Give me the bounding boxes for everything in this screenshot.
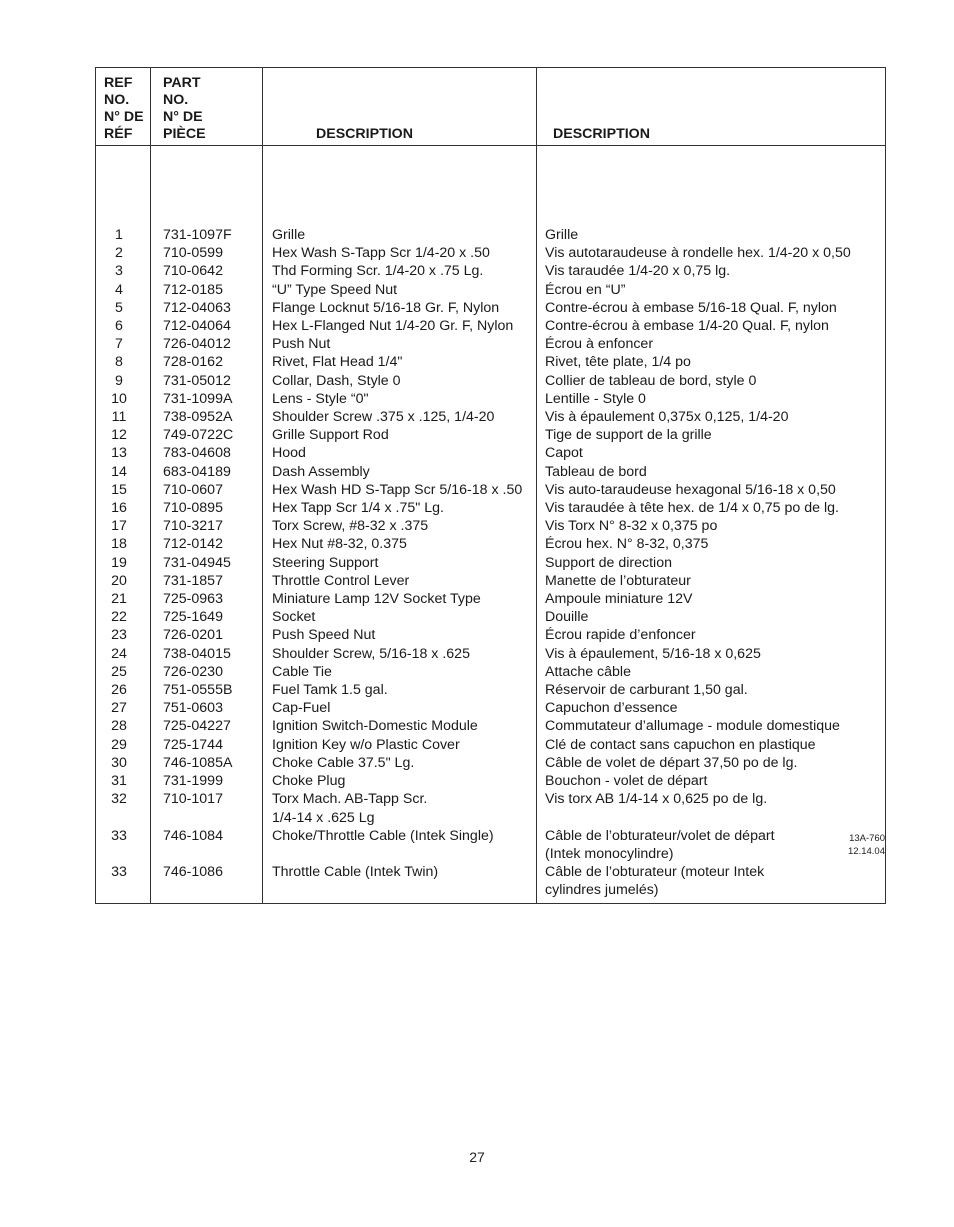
description-line: Choke Cable 37.5" Lg. bbox=[272, 754, 415, 771]
part-number: 731-1999 bbox=[151, 772, 263, 790]
description-english bbox=[263, 481, 537, 499]
table-row bbox=[96, 499, 886, 517]
description-french bbox=[537, 626, 886, 644]
ref-number: 1 bbox=[96, 146, 151, 245]
description-english bbox=[263, 244, 537, 262]
description-french bbox=[537, 481, 886, 499]
description-english bbox=[263, 827, 537, 863]
description-line: Écrou en “U” bbox=[545, 281, 626, 298]
part-number: 712-04064 bbox=[151, 317, 263, 335]
description-line: Câble de volet de départ 37,50 po de lg. bbox=[545, 754, 798, 771]
description-line: Écrou à enfoncer bbox=[545, 336, 654, 353]
ref-number: 18 bbox=[96, 535, 151, 553]
table-row bbox=[96, 262, 886, 280]
description-line: Hex Wash S-Tapp Scr 1/4-20 x .50 bbox=[272, 245, 490, 262]
description-english bbox=[263, 608, 537, 626]
part-number: 725-04227 bbox=[151, 717, 263, 735]
description-line: Lentille - Style 0 bbox=[545, 390, 646, 407]
description-line: Steering Support bbox=[272, 554, 379, 571]
ref-number: 13 bbox=[96, 444, 151, 462]
description-line: Capot bbox=[545, 445, 583, 462]
table-row bbox=[96, 408, 886, 426]
description-english bbox=[263, 463, 537, 481]
description-line: Collar, Dash, Style 0 bbox=[272, 372, 401, 389]
part-number: 726-0201 bbox=[151, 626, 263, 644]
description-french bbox=[537, 645, 886, 663]
ref-number: 2 bbox=[96, 244, 151, 262]
description-french bbox=[537, 372, 886, 390]
description-french bbox=[537, 262, 886, 280]
description-line: Clé de contact sans capuchon en plastique bbox=[545, 736, 816, 753]
description-line: Écrou hex. N° 8-32, 0,375 bbox=[545, 536, 709, 553]
ref-number: 12 bbox=[96, 426, 151, 444]
description-line: Vis taraudée 1/4-20 x 0,75 lg. bbox=[545, 263, 731, 280]
description-line: Réservoir de carburant 1,50 gal. bbox=[545, 682, 748, 699]
header-description-english: DESCRIPTION bbox=[263, 68, 537, 146]
description-english bbox=[263, 572, 537, 590]
description-french bbox=[537, 353, 886, 371]
ref-number: 30 bbox=[96, 754, 151, 772]
description-english bbox=[263, 499, 537, 517]
description-english bbox=[263, 444, 537, 462]
parts-body bbox=[96, 146, 886, 904]
table-row bbox=[96, 572, 886, 590]
part-number: 731-05012 bbox=[151, 372, 263, 390]
header-part-no: PART NO. N° DE PIÈCE bbox=[151, 68, 263, 146]
description-english bbox=[263, 663, 537, 681]
description-line: Miniature Lamp 12V Socket Type bbox=[272, 591, 481, 608]
description-french bbox=[537, 572, 886, 590]
ref-number: 11 bbox=[96, 408, 151, 426]
table-row bbox=[96, 390, 886, 408]
description-line: Flange Locknut 5/16-18 Gr. F, Nylon bbox=[272, 299, 500, 316]
table-row bbox=[96, 444, 886, 462]
description-line: Vis torx AB 1/4-14 x 0,625 po de lg. bbox=[545, 791, 768, 808]
ref-number: 9 bbox=[96, 372, 151, 390]
description-line: Bouchon - volet de départ bbox=[545, 773, 708, 790]
ref-number: 32 bbox=[96, 790, 151, 826]
table-row bbox=[96, 790, 886, 826]
description-line: Grille bbox=[545, 227, 579, 243]
table-row bbox=[96, 626, 886, 644]
description-line: (Intek monocylindre) bbox=[545, 845, 674, 862]
part-number: 731-1097F bbox=[151, 146, 263, 245]
description-line: Attache câble bbox=[545, 663, 631, 680]
description-french bbox=[537, 408, 886, 426]
description-french bbox=[537, 863, 886, 903]
ref-number: 26 bbox=[96, 681, 151, 699]
description-english bbox=[263, 517, 537, 535]
description-line: 1/4-14 x .625 Lg bbox=[272, 809, 375, 826]
ref-number: 31 bbox=[96, 772, 151, 790]
description-line: Écrou rapide d’enfoncer bbox=[545, 627, 696, 644]
table-row bbox=[96, 772, 886, 790]
description-french bbox=[537, 390, 886, 408]
description-line: Commutateur d’allumage - module domestique bbox=[545, 718, 840, 735]
part-number: 710-0642 bbox=[151, 262, 263, 280]
description-line: Rivet, tête plate, 1/4 po bbox=[545, 354, 691, 371]
part-number: 746-1086 bbox=[151, 863, 263, 903]
description-french bbox=[537, 608, 886, 626]
description-line: Collier de tableau de bord, style 0 bbox=[545, 372, 757, 389]
description-french bbox=[537, 790, 886, 826]
description-line: Torx Mach. AB-Tapp Scr. bbox=[272, 791, 428, 808]
description-line: Vis à épaulement 0,375x 0,125, 1/4-20 bbox=[545, 409, 789, 426]
header-description-french: DESCRIPTION bbox=[537, 68, 886, 146]
description-line: Tableau de bord bbox=[545, 463, 647, 480]
part-number: 710-3217 bbox=[151, 517, 263, 535]
part-number: 726-0230 bbox=[151, 663, 263, 681]
table-row bbox=[96, 353, 886, 371]
description-line: Shoulder Screw, 5/16-18 x .625 bbox=[272, 645, 470, 662]
part-number: 731-1099A bbox=[151, 390, 263, 408]
description-english bbox=[263, 146, 537, 245]
table-row bbox=[96, 146, 886, 245]
part-number: 783-04608 bbox=[151, 444, 263, 462]
table-row bbox=[96, 317, 886, 335]
description-french bbox=[537, 754, 886, 772]
description-line: Push Nut bbox=[272, 336, 331, 353]
part-number: 683-04189 bbox=[151, 463, 263, 481]
description-line: Capuchon d’essence bbox=[545, 700, 678, 717]
description-line: Thd Forming Scr. 1/4-20 x .75 Lg. bbox=[272, 263, 484, 280]
description-line: Contre-écrou à embase 1/4-20 Qual. F, nylon bbox=[545, 318, 829, 335]
description-english bbox=[263, 626, 537, 644]
ref-number: 22 bbox=[96, 608, 151, 626]
table-row bbox=[96, 663, 886, 681]
description-french bbox=[537, 699, 886, 717]
description-line: Shoulder Screw .375 x .125, 1/4-20 bbox=[272, 409, 495, 426]
description-line: Vis Torx N° 8-32 x 0,375 po bbox=[545, 518, 718, 535]
description-english bbox=[263, 281, 537, 299]
description-line: Câble de l’obturateur/volet de départ bbox=[545, 827, 775, 844]
ref-number: 5 bbox=[96, 299, 151, 317]
description-english bbox=[263, 699, 537, 717]
description-french bbox=[537, 736, 886, 754]
header-row bbox=[96, 68, 886, 146]
table-row bbox=[96, 754, 886, 772]
description-line: Throttle Cable (Intek Twin) bbox=[272, 864, 439, 881]
model-number: 13A-760 bbox=[849, 833, 885, 844]
ref-number: 17 bbox=[96, 517, 151, 535]
description-french bbox=[537, 827, 886, 863]
parts-table bbox=[95, 67, 886, 904]
header-ref-no: REF NO. N° DE RÉF bbox=[96, 68, 151, 146]
description-french bbox=[537, 590, 886, 608]
description-line: Rivet, Flat Head 1/4" bbox=[272, 354, 403, 371]
part-number: 738-04015 bbox=[151, 645, 263, 663]
description-line: Grille Support Rod bbox=[272, 427, 389, 444]
description-english bbox=[263, 317, 537, 335]
ref-number: 16 bbox=[96, 499, 151, 517]
description-english bbox=[263, 645, 537, 663]
part-number: 746-1084 bbox=[151, 827, 263, 863]
part-number: 712-0142 bbox=[151, 535, 263, 553]
ref-number: 19 bbox=[96, 554, 151, 572]
ref-number: 23 bbox=[96, 626, 151, 644]
description-french bbox=[537, 146, 886, 245]
table-row bbox=[96, 645, 886, 663]
description-line: Ampoule miniature 12V bbox=[545, 591, 693, 608]
description-line: Vis auto-taraudeuse hexagonal 5/16-18 x 0,50 bbox=[545, 481, 836, 498]
description-english bbox=[263, 736, 537, 754]
description-french bbox=[537, 554, 886, 572]
description-english bbox=[263, 372, 537, 390]
ref-number: 8 bbox=[96, 353, 151, 371]
part-number: 751-0603 bbox=[151, 699, 263, 717]
part-number: 710-0895 bbox=[151, 499, 263, 517]
description-line: Tige de support de la grille bbox=[545, 427, 712, 444]
part-number: 710-1017 bbox=[151, 790, 263, 826]
part-number: 749-0722C bbox=[151, 426, 263, 444]
ref-number: 10 bbox=[96, 390, 151, 408]
table-row bbox=[96, 281, 886, 299]
description-english bbox=[263, 863, 537, 903]
table-row bbox=[96, 699, 886, 717]
description-french bbox=[537, 317, 886, 335]
description-english bbox=[263, 353, 537, 371]
description-line: Douille bbox=[545, 609, 589, 626]
description-line: Hex Wash HD S-Tapp Scr 5/16-18 x .50 bbox=[272, 481, 523, 498]
description-line: Vis taraudée à tête hex. de 1/4 x 0,75 po de lg. bbox=[545, 500, 839, 517]
description-line: Choke/Throttle Cable (Intek Single) bbox=[272, 827, 494, 844]
ref-number: 27 bbox=[96, 699, 151, 717]
part-number: 731-1857 bbox=[151, 572, 263, 590]
ref-number: 28 bbox=[96, 717, 151, 735]
description-line: Câble de l’obturateur (moteur Intek bbox=[545, 864, 765, 881]
part-number: 712-04063 bbox=[151, 299, 263, 317]
table-row bbox=[96, 608, 886, 626]
ref-number: 21 bbox=[96, 590, 151, 608]
description-line: Ignition Switch-Domestic Module bbox=[272, 718, 478, 735]
description-line: Cable Tie bbox=[272, 663, 332, 680]
description-line: Dash Assembly bbox=[272, 463, 370, 480]
description-english bbox=[263, 681, 537, 699]
table-row bbox=[96, 372, 886, 390]
table-row bbox=[96, 535, 886, 553]
table-row bbox=[96, 590, 886, 608]
part-number: 710-0599 bbox=[151, 244, 263, 262]
ref-number: 4 bbox=[96, 281, 151, 299]
description-line: Ignition Key w/o Plastic Cover bbox=[272, 736, 460, 753]
description-french bbox=[537, 281, 886, 299]
table-row bbox=[96, 863, 886, 903]
table-row bbox=[96, 426, 886, 444]
description-line: Hex L-Flanged Nut 1/4-20 Gr. F, Nylon bbox=[272, 318, 514, 335]
part-number: 710-0607 bbox=[151, 481, 263, 499]
table-row bbox=[96, 827, 886, 863]
table-row bbox=[96, 335, 886, 353]
ref-number: 33 bbox=[96, 827, 151, 863]
description-line: Choke Plug bbox=[272, 773, 346, 790]
table-row bbox=[96, 554, 886, 572]
table-row bbox=[96, 299, 886, 317]
description-english bbox=[263, 426, 537, 444]
table-row bbox=[96, 517, 886, 535]
description-french bbox=[537, 463, 886, 481]
description-english bbox=[263, 554, 537, 572]
description-line: Hood bbox=[272, 445, 306, 462]
ref-number: 25 bbox=[96, 663, 151, 681]
description-french bbox=[537, 663, 886, 681]
description-french bbox=[537, 335, 886, 353]
revision-date: 12.14.04 bbox=[848, 846, 885, 857]
document-code bbox=[848, 832, 885, 858]
description-line: Vis à épaulement, 5/16-18 x 0,625 bbox=[545, 645, 761, 662]
description-french bbox=[537, 426, 886, 444]
ref-number: 7 bbox=[96, 335, 151, 353]
description-line: Manette de l’obturateur bbox=[545, 572, 691, 589]
description-french bbox=[537, 717, 886, 735]
ref-number: 6 bbox=[96, 317, 151, 335]
ref-number: 29 bbox=[96, 736, 151, 754]
part-number: 746-1085A bbox=[151, 754, 263, 772]
description-french bbox=[537, 299, 886, 317]
ref-number: 20 bbox=[96, 572, 151, 590]
part-number: 726-04012 bbox=[151, 335, 263, 353]
description-french bbox=[537, 517, 886, 535]
description-english bbox=[263, 335, 537, 353]
description-english bbox=[263, 408, 537, 426]
description-english bbox=[263, 590, 537, 608]
ref-number: 14 bbox=[96, 463, 151, 481]
description-english bbox=[263, 790, 537, 826]
part-number: 751-0555B bbox=[151, 681, 263, 699]
ref-number: 24 bbox=[96, 645, 151, 663]
description-line: Fuel Tamk 1.5 gal. bbox=[272, 682, 388, 699]
description-english bbox=[263, 754, 537, 772]
description-line: Push Speed Nut bbox=[272, 627, 376, 644]
description-line: Torx Screw, #8-32 x .375 bbox=[272, 518, 429, 535]
part-number: 725-1649 bbox=[151, 608, 263, 626]
table-row bbox=[96, 736, 886, 754]
table-row bbox=[96, 244, 886, 262]
description-french bbox=[537, 681, 886, 699]
description-line: Hex Nut #8-32, 0.375 bbox=[272, 536, 407, 553]
description-english bbox=[263, 262, 537, 280]
ref-number: 3 bbox=[96, 262, 151, 280]
description-line: Lens - Style “0" bbox=[272, 390, 369, 407]
ref-number: 33 bbox=[96, 863, 151, 903]
description-english bbox=[263, 535, 537, 553]
description-english bbox=[263, 390, 537, 408]
description-english bbox=[263, 299, 537, 317]
description-line: Cap-Fuel bbox=[272, 700, 331, 717]
description-french bbox=[537, 499, 886, 517]
description-line: cylindres jumelés) bbox=[545, 882, 659, 899]
table-row bbox=[96, 481, 886, 499]
description-line: Hex Tapp Scr 1/4 x .75" Lg. bbox=[272, 500, 444, 517]
description-french bbox=[537, 772, 886, 790]
part-number: 725-1744 bbox=[151, 736, 263, 754]
ref-number: 15 bbox=[96, 481, 151, 499]
description-line: Grille bbox=[272, 227, 306, 243]
description-english bbox=[263, 717, 537, 735]
table-row bbox=[96, 717, 886, 735]
description-english bbox=[263, 772, 537, 790]
part-number: 725-0963 bbox=[151, 590, 263, 608]
description-french bbox=[537, 244, 886, 262]
table-row bbox=[96, 463, 886, 481]
description-line: Socket bbox=[272, 609, 316, 626]
description-line: “U” Type Speed Nut bbox=[272, 281, 398, 298]
description-french bbox=[537, 444, 886, 462]
table-row bbox=[96, 681, 886, 699]
part-number: 738-0952A bbox=[151, 408, 263, 426]
description-line: Vis autotaraudeuse à rondelle hex. 1/4-20 x 0,50 bbox=[545, 245, 851, 262]
page-number: 27 bbox=[469, 1149, 485, 1165]
description-line: Throttle Control Lever bbox=[272, 572, 410, 589]
description-line: Contre-écrou à embase 5/16-18 Qual. F, nylon bbox=[545, 299, 837, 316]
part-number: 712-0185 bbox=[151, 281, 263, 299]
description-line: Support de direction bbox=[545, 554, 672, 571]
part-number: 731-04945 bbox=[151, 554, 263, 572]
part-number: 728-0162 bbox=[151, 353, 263, 371]
description-french bbox=[537, 535, 886, 553]
